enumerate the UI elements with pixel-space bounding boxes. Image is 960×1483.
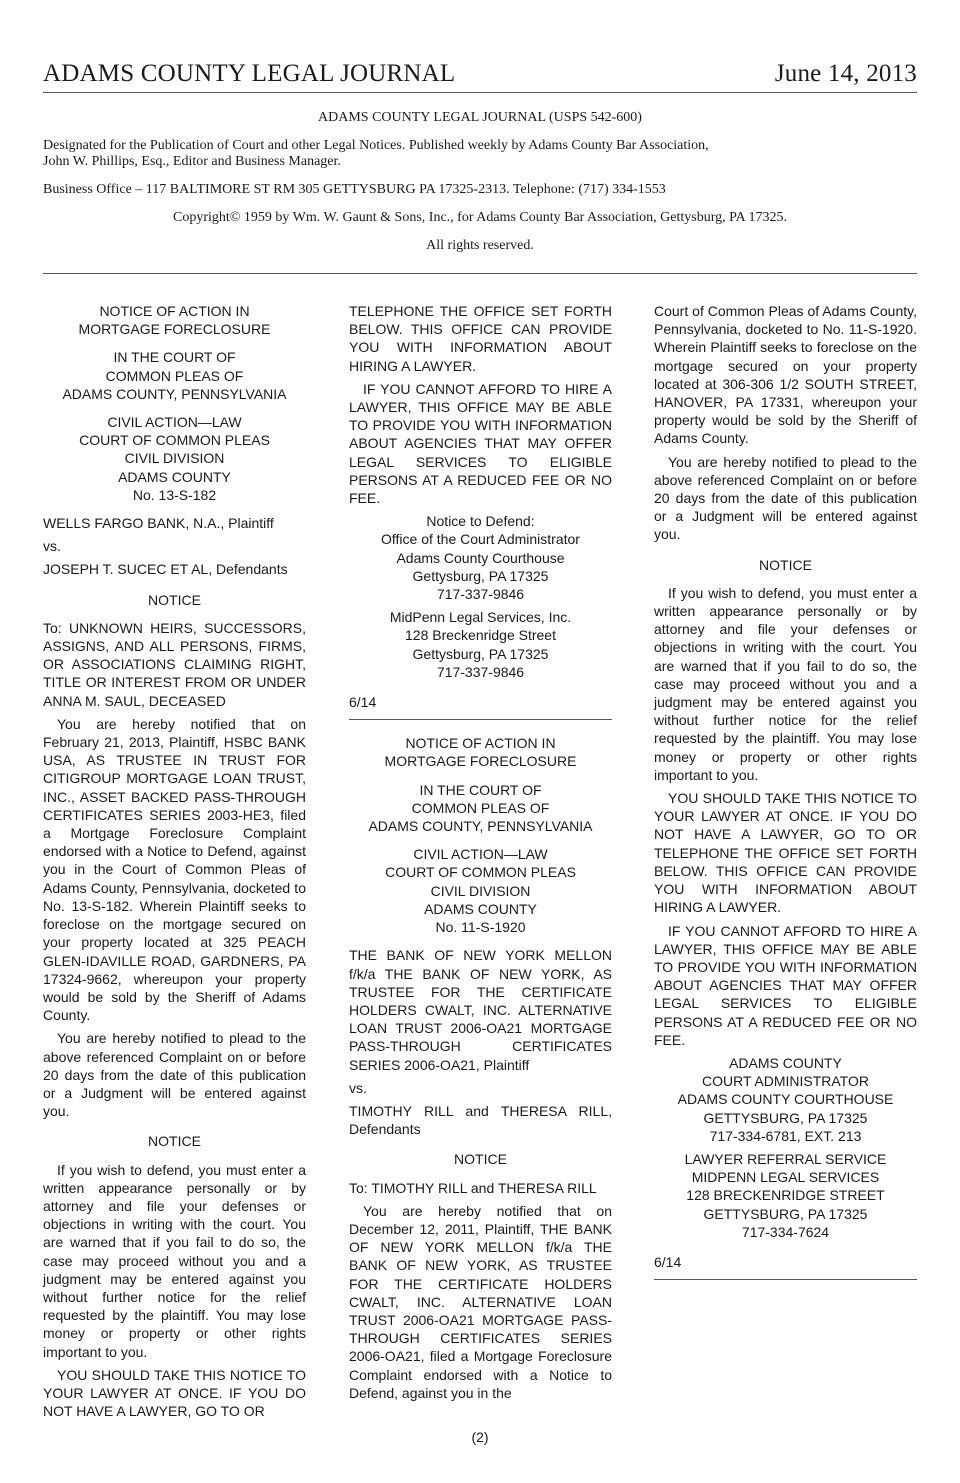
court-line: IN THE COURT OF <box>419 781 542 798</box>
address-line: ADAMS COUNTY COURTHOUSE <box>677 1091 894 1108</box>
address-line: 717-334-6781, EXT. 213 <box>709 1127 862 1144</box>
issue-date: June 14, 2013 <box>774 60 917 87</box>
notice-body: If you wish to defend, you must enter a written appearance personally or by attorney and file your defenses or objections in writing with the court. You are warned that if you fail to do so, the case may proceed without you and a judgment may be entered against you without further notice for the relief requested by the plaintiff. You may lose money or property or other rights important to you. <box>43 1161 306 1360</box>
address-line: 717-337-9846 <box>436 663 525 680</box>
address-line: Gettysburg, PA 17325 <box>412 645 549 662</box>
page-number: (2) <box>471 1429 489 1445</box>
address-line: 717-334-7624 <box>741 1223 830 1240</box>
address-line: LAWYER REFERRAL SERVICE <box>684 1150 887 1167</box>
notice-label: NOTICE <box>759 556 812 573</box>
notice-body: You are hereby notified that on December 12, 2011, Plaintiff, THE BANK OF NEW YORK MELLON f/k/a THE BANK OF NEW YORK, AS TRUSTEE FOR THE CERTIFICATE HOLDERS CWALT, INC. ALTERNATIVE LOAN TRUST 2006-OA21 MORTGAGE PASS-THROUGH CERTIFICATES SERIES 2006-OA21, filed a Mortgage Foreclosure Complaint endorsed with a Notice to Defend, against you in the <box>349 1202 612 1401</box>
addressee: To: UNKNOWN HEIRS, SUCCESSORS, ASSIGNS, AND ALL PERSONS, FIRMS, OR ASSOCIATIONS CLAIMING RIGHT, TITLE OR INTEREST FROM OR UNDER ANNA M. SAUL, DECEASED <box>43 619 306 709</box>
address-line: GETTYSBURG, PA 17325 <box>703 1205 868 1222</box>
notice-body: YOU SHOULD TAKE THIS NOTICE TO YOUR LAWYER AT ONCE. IF YOU DO NOT HAVE A LAWYER, GO TO OR <box>43 1366 306 1420</box>
address-line: Office of the Court Administrator <box>381 531 580 548</box>
notice-heading: NOTICE OF ACTION IN <box>405 735 556 752</box>
top-rule <box>43 92 917 93</box>
address-line: 717-337-9846 <box>436 586 525 603</box>
address-line: ADAMS COUNTY <box>729 1054 842 1071</box>
editor-line: John W. Phillips, Esq., Editor and Business Manager. <box>43 154 341 169</box>
court-line: ADAMS COUNTY, PENNSYLVANIA <box>62 385 287 402</box>
addressee: To: TIMOTHY RILL and THERESA RILL <box>349 1179 597 1196</box>
notice-body: You are hereby notified that on February 21, 2013, Plaintiff, HSBC BANK USA, AS TRUSTEE IN TRUST FOR CITIGROUP MORTGAGE LOAN TRUST, INC., ASSET BACKED PASS-THROUGH CERTIFICATES SERIES 2003-HE3, filed a Mortgage Foreclosure Complaint endorsed with a Notice to Defend, against you in the Court of Common Pleas of Adams County, Pennsylvania, docketed to No. 13-S-182. Wherein Plaintiff seeks to foreclose on the mortgage secured on your property located at 325 PEACH GLEN-IDAVILLE ROAD, GARDNERS, PA 17324-9662, whereupon your property would be sold by the Sheriff of Adams County. <box>43 715 306 1024</box>
usps-line: ADAMS COUNTY LEGAL JOURNAL (USPS 542-600) <box>318 110 642 125</box>
column-3 <box>654 302 917 1294</box>
notice-body: You are hereby notified to plead to the above referenced Complaint on or before 20 days from the date of this publication or a Judgment will be entered against you. <box>43 1030 306 1120</box>
imprint-rule <box>43 273 917 274</box>
notice-divider <box>349 719 612 720</box>
address-line: COURT ADMINISTRATOR <box>702 1073 869 1090</box>
court-line: COMMON PLEAS OF <box>105 367 244 384</box>
imprint <box>43 110 917 254</box>
designated-line: Designated for the Publication of Court and other Legal Notices. Published weekly by Adams County Bar Association, <box>43 138 709 153</box>
court-line: ADAMS COUNTY, PENNSYLVANIA <box>368 818 593 835</box>
plaintiff: WELLS FARGO BANK, N.A., Plaintiff <box>43 515 274 532</box>
address-line: Adams County Courthouse <box>396 549 565 566</box>
caption-line: CIVIL ACTION—LAW <box>107 414 242 431</box>
address-line: Notice to Defend: <box>426 513 535 530</box>
notice-heading: NOTICE OF ACTION IN <box>99 303 250 319</box>
notice-heading: MORTGAGE FORECLOSURE <box>78 321 271 338</box>
notice-body: Court of Common Pleas of Adams County, Pennsylvania, docketed to No. 11-S-1920. Wherein Plaintiff seeks to foreclose on the mortgage secured on your property located at 306-306 1/2 SOUTH STREET, HANOVER, PA 17331, whereupon your property would be sold by the Sheriff of Adams County. <box>654 303 917 447</box>
caption-line: CIVIL DIVISION <box>430 882 531 899</box>
notice-body: TELEPHONE THE OFFICE SET FORTH BELOW. THIS OFFICE CAN PROVIDE YOU WITH INFORMATION ABOUT HIRING A LAWYER. <box>349 303 612 374</box>
defendants: JOSEPH T. SUCEC ET AL, Defendants <box>43 561 288 578</box>
business-office-line: Business Office – 117 BALTIMORE ST RM 305 GETTYSBURG PA 17325-2313. Telephone: (717) 334-1553 <box>43 182 666 197</box>
court-line: COMMON PLEAS OF <box>411 799 550 816</box>
rights-line: All rights reserved. <box>426 238 534 253</box>
column-2 <box>349 302 612 1407</box>
address-line: MIDPENN LEGAL SERVICES <box>691 1169 880 1186</box>
copyright-line: Copyright© 1959 by Wm. W. Gaunt & Sons, Inc., for Adams County Bar Association, Gettysburg, PA 17325. <box>173 210 787 225</box>
masthead <box>43 52 917 88</box>
address-line: MidPenn Legal Services, Inc. <box>389 609 572 626</box>
address-line: GETTYSBURG, PA 17325 <box>703 1109 868 1126</box>
caption-line: COURT OF COMMON PLEAS <box>79 432 270 449</box>
notice-divider <box>654 1279 917 1280</box>
caption-line: CIVIL ACTION—LAW <box>413 846 548 863</box>
caption-line: COURT OF COMMON PLEAS <box>385 864 576 881</box>
caption-line: ADAMS COUNTY <box>118 468 231 485</box>
caption-line: ADAMS COUNTY <box>424 900 537 917</box>
notice-body: If you wish to defend, you must enter a written appearance personally or by attorney and file your defenses or objections in writing with the court. You are warned that if you fail to do so, the case may proceed without you and a judgment may be entered against you without further notice for the relief requested by the plaintiff. You may lose money or property or other rights important to you. <box>654 584 917 783</box>
address-line: Gettysburg, PA 17325 <box>412 567 549 584</box>
versus: vs. <box>349 1079 367 1096</box>
address-line: 128 BRECKENRIDGE STREET <box>686 1187 885 1204</box>
notice-heading: MORTGAGE FORECLOSURE <box>384 753 577 770</box>
publication-date: 6/14 <box>349 694 377 711</box>
address-line: 128 Breckenridge Street <box>405 627 556 644</box>
court-line: IN THE COURT OF <box>113 349 236 366</box>
publication-date: 6/14 <box>654 1253 682 1270</box>
notice-label: NOTICE <box>148 591 201 608</box>
notice-body: IF YOU CANNOT AFFORD TO HIRE A LAWYER, THIS OFFICE MAY BE ABLE TO PROVIDE YOU WITH INFORMATION ABOUT AGENCIES THAT MAY OFFER LEGAL SERVICES TO ELIGIBLE PERSONS AT A REDUCED FEE OR NO FEE. <box>654 922 917 1048</box>
notice-body: IF YOU CANNOT AFFORD TO HIRE A LAWYER, THIS OFFICE MAY BE ABLE TO PROVIDE YOU WITH INFORMATION ABOUT AGENCIES THAT MAY OFFER LEGAL SERVICES TO ELIGIBLE PERSONS AT A REDUCED FEE OR NO FEE. <box>349 380 612 507</box>
notice-label: NOTICE <box>148 1133 201 1150</box>
plaintiff: THE BANK OF NEW YORK MELLON f/k/a THE BANK OF NEW YORK, AS TRUSTEE FOR THE CERTIFICATE HOLDERS CWALT, INC. ALTERNATIVE LOAN TRUST 2006-OA21 MORTGAGE PASS-THROUGH CERTIFICATES SERIES 2006-OA21, Plaintiff <box>349 947 612 1073</box>
journal-title: ADAMS COUNTY LEGAL JOURNAL <box>43 60 456 87</box>
versus: vs. <box>43 538 61 555</box>
notice-body: You are hereby notified to plead to the above referenced Complaint on or before 20 days from the date of this publication or a Judgment will be entered against you. <box>654 453 917 543</box>
column-1 <box>43 302 306 1425</box>
docket-number: No. 13-S-182 <box>132 486 217 503</box>
notice-label: NOTICE <box>454 1151 507 1168</box>
caption-line: CIVIL DIVISION <box>124 450 225 467</box>
notice-body: YOU SHOULD TAKE THIS NOTICE TO YOUR LAWYER AT ONCE. IF YOU DO NOT HAVE A LAWYER, GO TO OR TELEPHONE THE OFFICE SET FORTH BELOW. THIS OFFICE CAN PROVIDE YOU WITH INFORMATION ABOUT HIRING A LAWYER. <box>654 790 917 916</box>
docket-number: No. 11-S-1920 <box>435 919 526 936</box>
defendants: TIMOTHY RILL and THERESA RILL, Defendants <box>349 1102 612 1138</box>
